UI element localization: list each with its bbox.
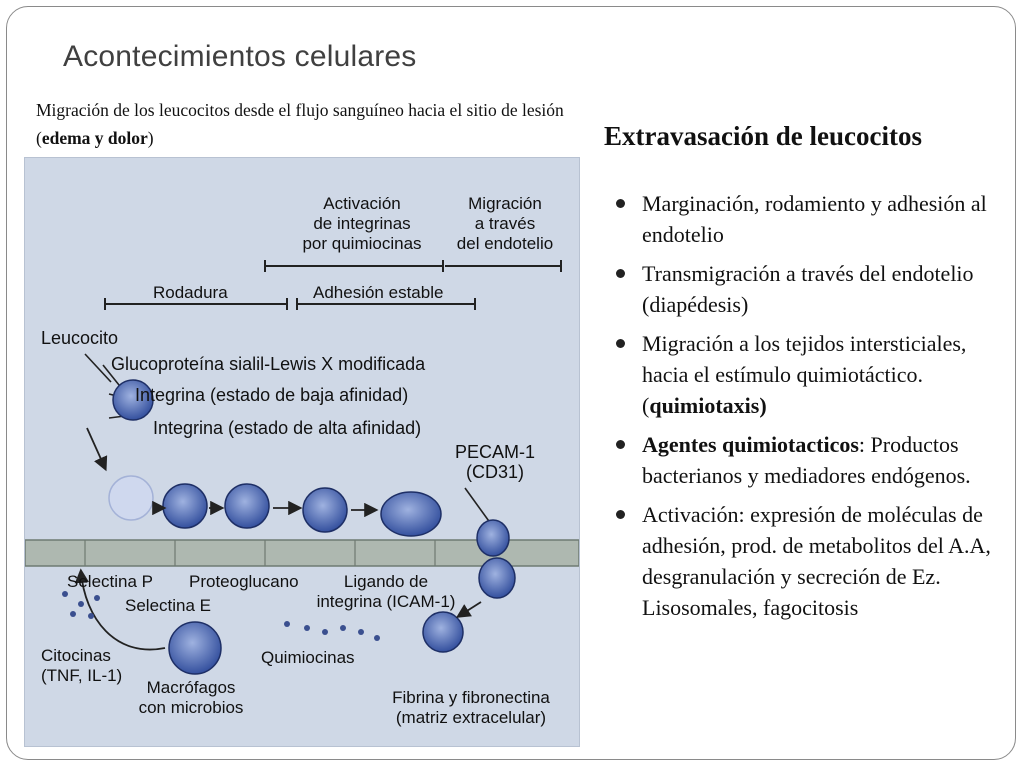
bullet-item [614, 258, 1004, 320]
bullet-text: Marginación, rodamiento y adhesión al endotelio [642, 191, 987, 247]
subtitle-text: Migración de los leucocitos desde el flujo sanguíneo hacia el sitio de lesión ( [36, 100, 564, 148]
bullet-item [614, 328, 1004, 421]
label-pecam: PECAM-1 (CD31) [454, 442, 535, 482]
slide-title: Acontecimientos celulares [63, 40, 417, 73]
bullet-list [614, 188, 1004, 631]
flow-arrows [81, 428, 481, 650]
subtitle-text-end: ) [147, 128, 154, 148]
subtitle-bold-text: edema y dolor [41, 128, 148, 148]
leukocyte-extravasation-diagram [24, 157, 580, 747]
bullet-text: Migración a los tejidos intersticiales, hacia el estímulo quimiotáctico. ( [642, 331, 967, 418]
label-quimiocinas: Quimiocinas [261, 648, 355, 667]
bullet-text: Activación: expresión de moléculas de adhesión, prod. de metabolitos del A.A, desgranulación y secreción de Ez. Lisosomales, fagocitosis [642, 502, 991, 620]
bullet-text: Transmigración a través del endotelio (diapédesis) [642, 261, 974, 317]
label-integrina-baja: Integrina (estado de baja afinidad) [135, 385, 409, 405]
section-heading: Extravasación de leucocitos [604, 121, 922, 151]
bullet-bold-text: quimiotaxis) [649, 393, 767, 418]
label-proteoglucano: Proteoglucano [189, 572, 299, 591]
label-adhesion: Adhesión estable [313, 283, 444, 302]
label-macrofagos: Macrófagos con microbios [138, 678, 244, 717]
label-rodadura: Rodadura [153, 283, 228, 302]
bullet-item [614, 188, 1004, 250]
label-citocinas: Citocinas (TNF, IL-1) [41, 646, 123, 685]
label-migracion: Migración a través del endotelio [456, 194, 554, 253]
label-selectina-p: Selectina P [67, 572, 153, 591]
label-ligando: Ligando de integrina (ICAM-1) [316, 572, 456, 611]
slide-subtitle [36, 96, 576, 152]
bullet-item [614, 499, 1004, 623]
label-integrina-alta: Integrina (estado de alta afinidad) [153, 418, 422, 438]
label-selectina-e: Selectina E [125, 596, 211, 615]
label-leucocito: Leucocito [41, 328, 119, 348]
bullet-item [614, 429, 1004, 491]
label-activacion: Activación de integrinas por quimiocinas [302, 194, 422, 253]
bullet-text: : Productos bacterianos y mediadores endógenos. [642, 432, 971, 488]
label-glucoproteina: Glucoproteína sialil-Lewis X modificada [111, 354, 426, 374]
bullet-bold-text: Agentes quimiotacticos [642, 432, 859, 457]
label-fibrina: Fibrina y fibronectina (matriz extracelular) [392, 688, 550, 727]
